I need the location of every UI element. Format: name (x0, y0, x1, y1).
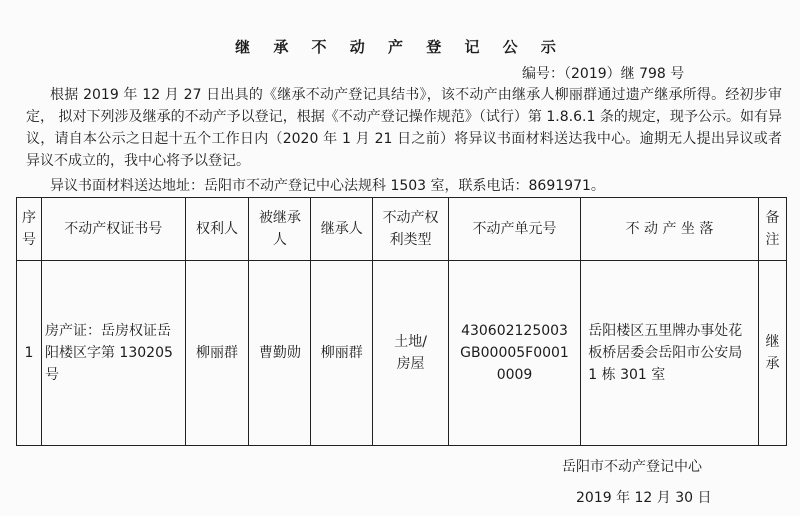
cell-cert: 房产证：岳房权证岳阳楼区字第 130205 号 (41, 261, 185, 446)
header-cert: 不动产权证书号 (41, 198, 185, 261)
cell-unit-no: 430602125003GB00005F00010009 (449, 261, 581, 446)
issue-date: 2019 年 12 月 30 日 (576, 490, 712, 506)
header-seq: 序号 (17, 198, 42, 261)
document-title: 继 承 不 动 产 登 记 公 示 (235, 38, 565, 56)
header-location: 不 动 产 坐 落 (581, 198, 759, 261)
cell-decedent: 曹勤勋 (249, 261, 311, 446)
header-decedent: 被继承人 (249, 198, 311, 261)
notice-body: 根据 2019 年 12 月 27 日出具的《继承不动产登记具结书》，该不动产由继承人柳丽群通过遗产继承所得。经初步审定， 拟对下列涉及继承的不动产予以登记，根据《不动产登记操作规范》（试行）第 1.8.6.1 条的规定，现予公示。如有异议，请自本公示之日起十五个工作日内（2020 年 1 月 21 日之前）将异议书面材料送达我中心。逾期无人提出异议或者异议不成立的，我中心将予以登记。 (26, 87, 782, 169)
cell-location: 岳阳楼区五里牌办事处花板桥居委会岳阳市公安局 1 栋 301 室 (581, 261, 759, 446)
cell-heir: 柳丽群 (311, 261, 373, 446)
records-table (16, 197, 787, 446)
header-heir: 继承人 (311, 198, 373, 261)
header-unit-no: 不动产单元号 (449, 198, 581, 261)
header-right-type: 不动产权利类型 (373, 198, 449, 261)
document-number: 编号：（2019）继 798 号 (522, 66, 685, 82)
header-owner: 权利人 (185, 198, 249, 261)
cell-owner: 柳丽群 (185, 261, 249, 446)
table-row (17, 261, 787, 446)
header-remark: 备注 (758, 198, 786, 261)
cell-seq: 1 (17, 261, 42, 446)
objection-address: 异议书面材料送达地址：岳阳市不动产登记中心法规科 1503 室，联系电话：8691971。 (50, 178, 605, 194)
issuer-name: 岳阳市不动产登记中心 (562, 459, 702, 475)
table-header-row (17, 198, 787, 261)
cell-remark: 继承 (758, 261, 786, 446)
cell-right-type: 土地/房屋 (373, 261, 449, 446)
